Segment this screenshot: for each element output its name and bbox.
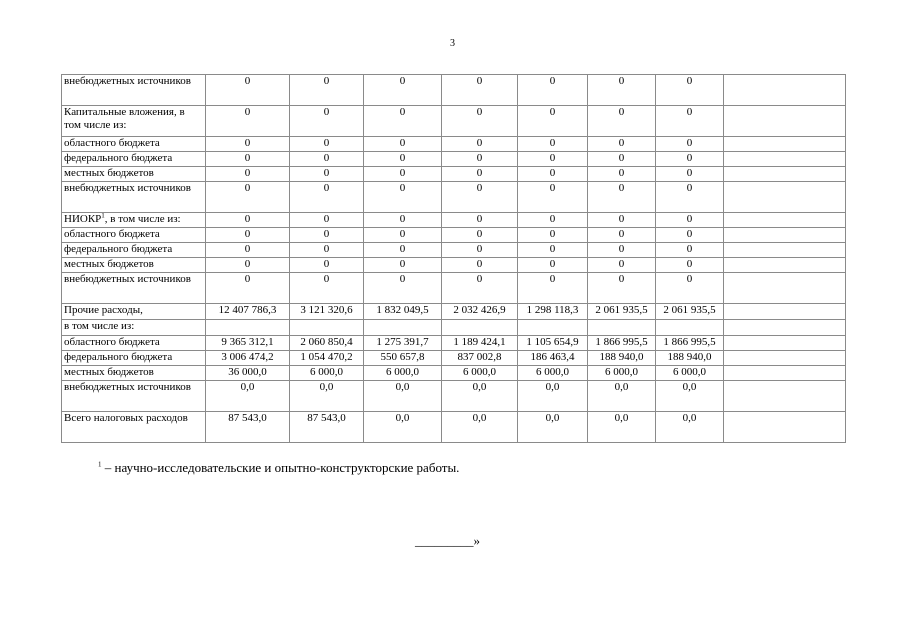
table-cell: 3 006 474,2 — [206, 351, 290, 366]
table-cell: 1 054 470,2 — [290, 351, 364, 366]
table-cell: 0 — [656, 258, 724, 273]
row-label-text: Капитальные вложения, в том числе из: — [64, 106, 185, 131]
table-cell: 0 — [588, 273, 656, 304]
table-cell: 0 — [206, 213, 290, 228]
row-label-text: внебюджетных источников — [64, 75, 191, 87]
table-cell: 1 298 118,3 — [518, 304, 588, 320]
table-cell: 87 543,0 — [290, 412, 364, 443]
row-label-text: федерального бюджета — [64, 152, 173, 164]
table-cell — [724, 273, 846, 304]
table-cell: 0 — [518, 182, 588, 213]
table-cell — [724, 412, 846, 443]
table-row — [62, 137, 846, 152]
table-cell: 1 189 424,1 — [442, 336, 518, 351]
table-cell: 0 — [364, 258, 442, 273]
table-cell: 0 — [290, 273, 364, 304]
table-cell — [724, 304, 846, 320]
row-label — [62, 213, 206, 228]
closing-underline: _________» — [415, 533, 480, 548]
row-label — [62, 182, 206, 213]
table-cell: 0 — [588, 137, 656, 152]
table-cell: 0 — [442, 152, 518, 167]
row-label — [62, 258, 206, 273]
table-cell: 1 832 049,5 — [364, 304, 442, 320]
table-cell — [724, 152, 846, 167]
row-label — [62, 243, 206, 258]
row-label — [62, 273, 206, 304]
table-row — [62, 366, 846, 381]
table-cell: 0 — [518, 75, 588, 106]
table-cell: 0,0 — [206, 381, 290, 412]
footnote-reference: 1 — [101, 212, 105, 220]
table-cell — [724, 182, 846, 213]
table-cell: 0 — [364, 213, 442, 228]
table-cell: 0,0 — [290, 381, 364, 412]
table-cell: 0 — [206, 75, 290, 106]
row-label — [62, 75, 206, 106]
row-label — [62, 381, 206, 412]
table-cell — [724, 381, 846, 412]
table-cell: 36 000,0 — [206, 366, 290, 381]
row-label-text: областного бюджета — [64, 137, 160, 149]
table-cell: 0,0 — [442, 381, 518, 412]
table-row — [62, 381, 846, 412]
table-cell — [724, 137, 846, 152]
table-cell: 0 — [518, 137, 588, 152]
table-cell: 0,0 — [364, 412, 442, 443]
table-cell: 0 — [206, 228, 290, 243]
table-cell: 0 — [364, 106, 442, 137]
footnote-marker: 1 — [98, 460, 102, 469]
table-cell: 87 543,0 — [206, 412, 290, 443]
table-cell: 0 — [656, 182, 724, 213]
table-cell: 0 — [206, 137, 290, 152]
table-cell: 0 — [364, 137, 442, 152]
table-cell: 0 — [206, 152, 290, 167]
table-cell: 12 407 786,3 — [206, 304, 290, 320]
table-cell: 0 — [442, 213, 518, 228]
table-cell — [290, 320, 364, 336]
table-cell — [724, 75, 846, 106]
table-cell: 0 — [588, 213, 656, 228]
table-cell: 0 — [206, 258, 290, 273]
table-cell: 550 657,8 — [364, 351, 442, 366]
table-cell: 837 002,8 — [442, 351, 518, 366]
row-label — [62, 412, 206, 443]
row-label — [62, 336, 206, 351]
table-cell: 0 — [290, 228, 364, 243]
table-cell: 0 — [656, 106, 724, 137]
row-label-text: местных бюджетов — [64, 366, 154, 378]
table-cell: 0 — [442, 228, 518, 243]
table-cell: 6 000,0 — [442, 366, 518, 381]
table-row — [62, 213, 846, 228]
table-cell: 0 — [518, 258, 588, 273]
row-label — [62, 106, 206, 137]
table-cell: 0 — [442, 75, 518, 106]
table-cell: 186 463,4 — [518, 351, 588, 366]
row-label-text: внебюджетных источников — [64, 273, 191, 285]
table-cell — [724, 213, 846, 228]
table-cell: 0 — [518, 213, 588, 228]
table-row — [62, 243, 846, 258]
table-row — [62, 320, 846, 336]
table-cell — [724, 320, 846, 336]
table-cell: 0 — [588, 75, 656, 106]
row-label — [62, 228, 206, 243]
row-label-text: НИОКР — [64, 213, 102, 225]
table-cell: 1 105 654,9 — [518, 336, 588, 351]
table-cell: 0 — [442, 243, 518, 258]
table-cell — [588, 320, 656, 336]
row-label — [62, 137, 206, 152]
table-cell: 0 — [518, 152, 588, 167]
table-cell — [724, 336, 846, 351]
table-cell: 0 — [588, 243, 656, 258]
table-cell: 0 — [206, 243, 290, 258]
table-cell: 0 — [364, 75, 442, 106]
table-row — [62, 152, 846, 167]
page-number: 3 — [450, 38, 455, 49]
table-cell — [724, 243, 846, 258]
table-row — [62, 75, 846, 106]
table-cell: 6 000,0 — [518, 366, 588, 381]
table-cell: 0 — [290, 152, 364, 167]
table-cell: 0 — [518, 106, 588, 137]
table-cell: 2 061 935,5 — [588, 304, 656, 320]
budget-table — [61, 74, 846, 443]
table-cell: 0,0 — [588, 412, 656, 443]
table-cell: 6 000,0 — [656, 366, 724, 381]
table-row — [62, 106, 846, 137]
table-cell: 1 275 391,7 — [364, 336, 442, 351]
table-cell: 2 061 935,5 — [656, 304, 724, 320]
table-cell: 0 — [518, 273, 588, 304]
table-row — [62, 336, 846, 351]
table-cell: 0 — [656, 213, 724, 228]
table-cell: 0 — [290, 213, 364, 228]
table-cell: 0 — [442, 137, 518, 152]
table-cell: 0 — [656, 152, 724, 167]
table-cell: 0,0 — [442, 412, 518, 443]
table-cell: 0 — [206, 182, 290, 213]
table-cell: 0 — [206, 273, 290, 304]
table-cell: 1 866 995,5 — [588, 336, 656, 351]
table-row — [62, 273, 846, 304]
table-cell — [724, 258, 846, 273]
table-cell: 0 — [588, 182, 656, 213]
table-cell — [724, 106, 846, 137]
table-cell: 6 000,0 — [364, 366, 442, 381]
table-cell: 2 032 426,9 — [442, 304, 518, 320]
table-row — [62, 304, 846, 320]
table-cell: 0,0 — [656, 412, 724, 443]
table-cell — [206, 320, 290, 336]
table-cell — [364, 320, 442, 336]
row-label — [62, 167, 206, 182]
table-cell: 0 — [442, 182, 518, 213]
table-cell: 0 — [656, 273, 724, 304]
row-label-text: местных бюджетов — [64, 167, 154, 179]
table-cell: 0,0 — [364, 381, 442, 412]
table-cell: 0 — [364, 182, 442, 213]
table-cell: 0 — [588, 152, 656, 167]
table-body — [62, 75, 846, 443]
row-label-suffix: , в том числе из: — [104, 213, 181, 225]
table-cell: 0 — [442, 167, 518, 182]
table-cell: 0 — [290, 182, 364, 213]
table-cell — [724, 167, 846, 182]
row-label-text: областного бюджета — [64, 336, 160, 348]
table-row — [62, 412, 846, 443]
table-cell: 0,0 — [518, 412, 588, 443]
table-cell — [724, 366, 846, 381]
table-cell: 0 — [364, 152, 442, 167]
table-cell: 0 — [518, 167, 588, 182]
table-cell: 0 — [588, 258, 656, 273]
row-label-text: Прочие расходы, — [64, 304, 143, 316]
table-cell: 0 — [364, 167, 442, 182]
footnote — [98, 460, 459, 476]
row-label — [62, 304, 206, 320]
row-label-text: внебюджетных источников — [64, 381, 191, 393]
table-cell: 0 — [518, 228, 588, 243]
table-row — [62, 228, 846, 243]
table-cell: 0 — [290, 167, 364, 182]
table-cell: 0 — [290, 258, 364, 273]
table-cell: 2 060 850,4 — [290, 336, 364, 351]
table-cell: 0 — [290, 75, 364, 106]
table-cell: 0 — [656, 75, 724, 106]
table-cell: 0 — [206, 106, 290, 137]
table-cell: 0 — [206, 167, 290, 182]
table-cell: 0 — [656, 137, 724, 152]
table-cell — [724, 228, 846, 243]
table-cell: 0 — [656, 243, 724, 258]
row-label-text: федерального бюджета — [64, 243, 173, 255]
table-cell: 9 365 312,1 — [206, 336, 290, 351]
table-cell: 0,0 — [518, 381, 588, 412]
table-cell: 0 — [290, 106, 364, 137]
table-cell: 0,0 — [656, 381, 724, 412]
table-cell: 0 — [290, 243, 364, 258]
row-label — [62, 366, 206, 381]
row-label-text: Всего налоговых расходов — [64, 412, 188, 424]
table-row — [62, 351, 846, 366]
table-cell — [518, 320, 588, 336]
table-row — [62, 182, 846, 213]
table-cell — [724, 351, 846, 366]
table-cell: 0 — [364, 273, 442, 304]
table-cell: 6 000,0 — [588, 366, 656, 381]
table-row — [62, 167, 846, 182]
table-cell: 1 866 995,5 — [656, 336, 724, 351]
table-cell: 0 — [364, 243, 442, 258]
footnote-text: – научно-исследовательские и опытно-конструкторские работы. — [101, 460, 460, 475]
table-cell: 0 — [588, 167, 656, 182]
table-cell: 0 — [442, 106, 518, 137]
table-cell: 0 — [442, 273, 518, 304]
table-cell: 0 — [442, 258, 518, 273]
table-cell — [656, 320, 724, 336]
row-label — [62, 152, 206, 167]
table-cell: 0 — [656, 228, 724, 243]
table-cell — [442, 320, 518, 336]
table-cell: 0 — [518, 243, 588, 258]
table-cell: 0 — [656, 167, 724, 182]
table-cell: 188 940,0 — [656, 351, 724, 366]
row-label-text: областного бюджета — [64, 228, 160, 240]
table-cell: 0 — [364, 228, 442, 243]
table-cell: 0,0 — [588, 381, 656, 412]
row-label-text: федерального бюджета — [64, 351, 173, 363]
table-row — [62, 258, 846, 273]
row-label-text: в том числе из: — [64, 320, 135, 332]
row-label — [62, 320, 206, 336]
table-cell: 0 — [588, 228, 656, 243]
table-cell: 6 000,0 — [290, 366, 364, 381]
row-label-text: внебюджетных источников — [64, 182, 191, 194]
row-label — [62, 351, 206, 366]
table-cell: 0 — [290, 137, 364, 152]
table-cell: 188 940,0 — [588, 351, 656, 366]
row-label-text: местных бюджетов — [64, 258, 154, 270]
table-cell: 3 121 320,6 — [290, 304, 364, 320]
table-cell: 0 — [588, 106, 656, 137]
